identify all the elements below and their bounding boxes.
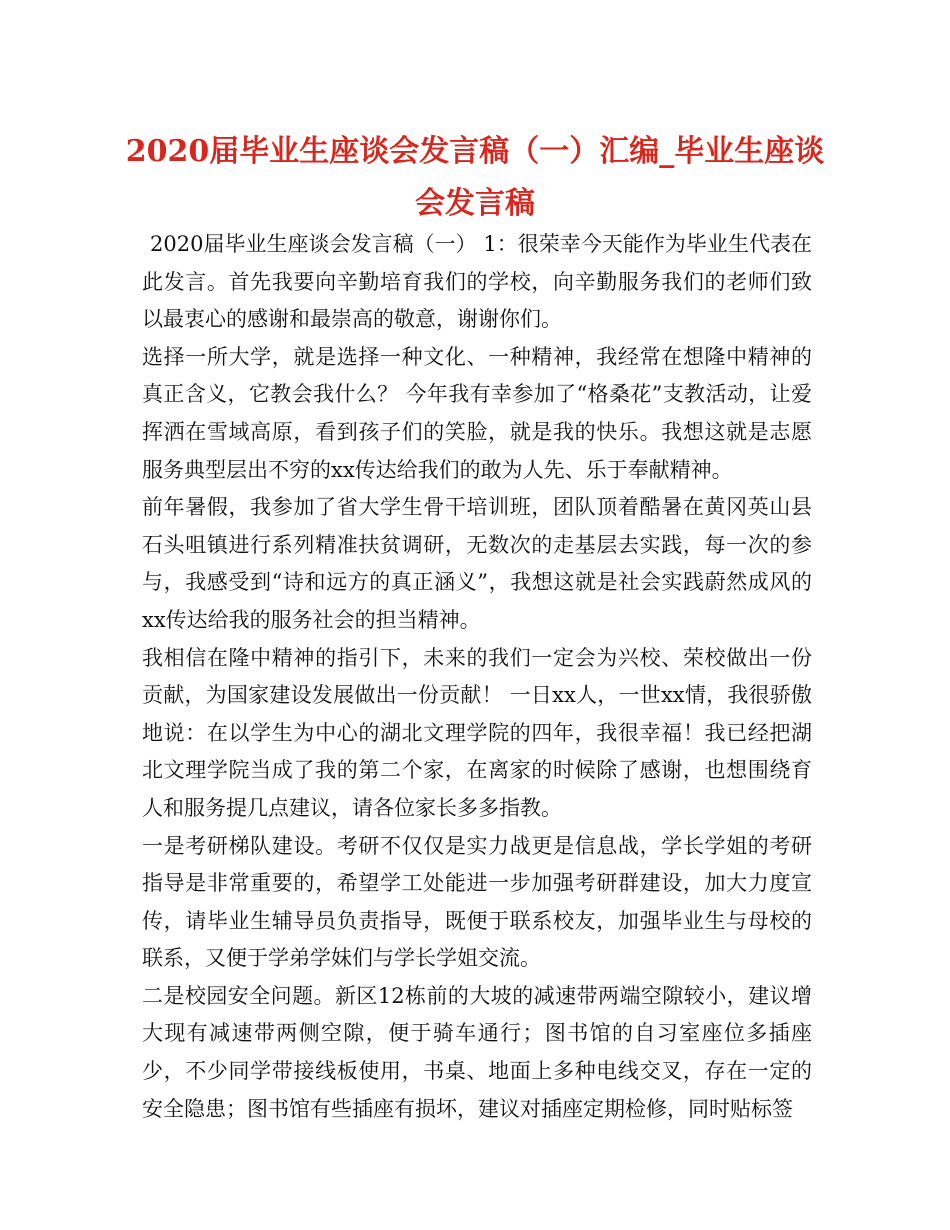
paragraph-1: 2020届毕业生座谈会发言稿（一） 1：很荣幸今天能作为毕业生代表在此发言。首先我要向辛勤培育我们的学校，向辛勤服务我们的老师们致以最衷心的感谢和最崇高的敬意，谢谢你们。 bbox=[142, 232, 812, 332]
paragraph-2: 选择一所大学，就是选择一种文化、一种精神，我经常在想隆中精神的真正含义，它教会我什么？ 今年我有幸参加了“格桑花”支教活动，让爱挥洒在雪域高原，看到孩子们的笑脸，就是我的快乐。我想这就是志愿服务典型层出不穷的xx传达给我们的敢为人先、乐于奉献精神。 bbox=[142, 344, 812, 482]
paragraph-5: 一是考研梯队建设。考研不仅仅是实力战更是信息战，学长学姐的考研指导是非常重要的，希望学工处能进一步加强考研群建设，加大力度宣传，请毕业生辅导员负责指导，既便于联系校友，加强毕业生与母校的联系，又便于学弟学妹们与学长学姐交流。 bbox=[142, 833, 812, 971]
document-body bbox=[142, 226, 812, 1128]
paragraph-3: 前年暑假，我参加了省大学生骨干培训班，团队顶着酷暑在黄冈英山县石头咀镇进行系列精准扶贫调研，无数次的走基层去实践，每一次的参与，我感受到“诗和远方的真正涵义”，我想这就是社会实践蔚然成风的xx传达给我的服务社会的担当精神。 bbox=[142, 495, 812, 632]
paragraph-6: 二是校园安全问题。新区12栋前的大坡的减速带两端空隙较小，建议增大现有减速带两侧空隙，便于骑车通行；图书馆的自习室座位多插座少，不少同学带接线板使用，书桌、地面上多种电线交叉，存在一定的安全隐患；图书馆有些插座有损坏，建议对插座定期检修，同时贴标签 bbox=[142, 983, 812, 1121]
document-title: 2020届毕业生座谈会发言稿（一）汇编_毕业生座谈会发言稿 bbox=[125, 134, 825, 221]
paragraph-4: 我相信在隆中精神的指引下，未来的我们一定会为兴校、荣校做出一份贡献，为国家建设发展做出一份贡献！ 一日xx人，一世xx情，我很骄傲地说：在以学生为中心的湖北文理学院的四年，我很幸福！我已经把湖北文理学院当成了我的第二个家，在离家的时候除了感谢，也想围绕育人和服务提几点建议，请各位家长多多指教。 bbox=[142, 645, 812, 820]
